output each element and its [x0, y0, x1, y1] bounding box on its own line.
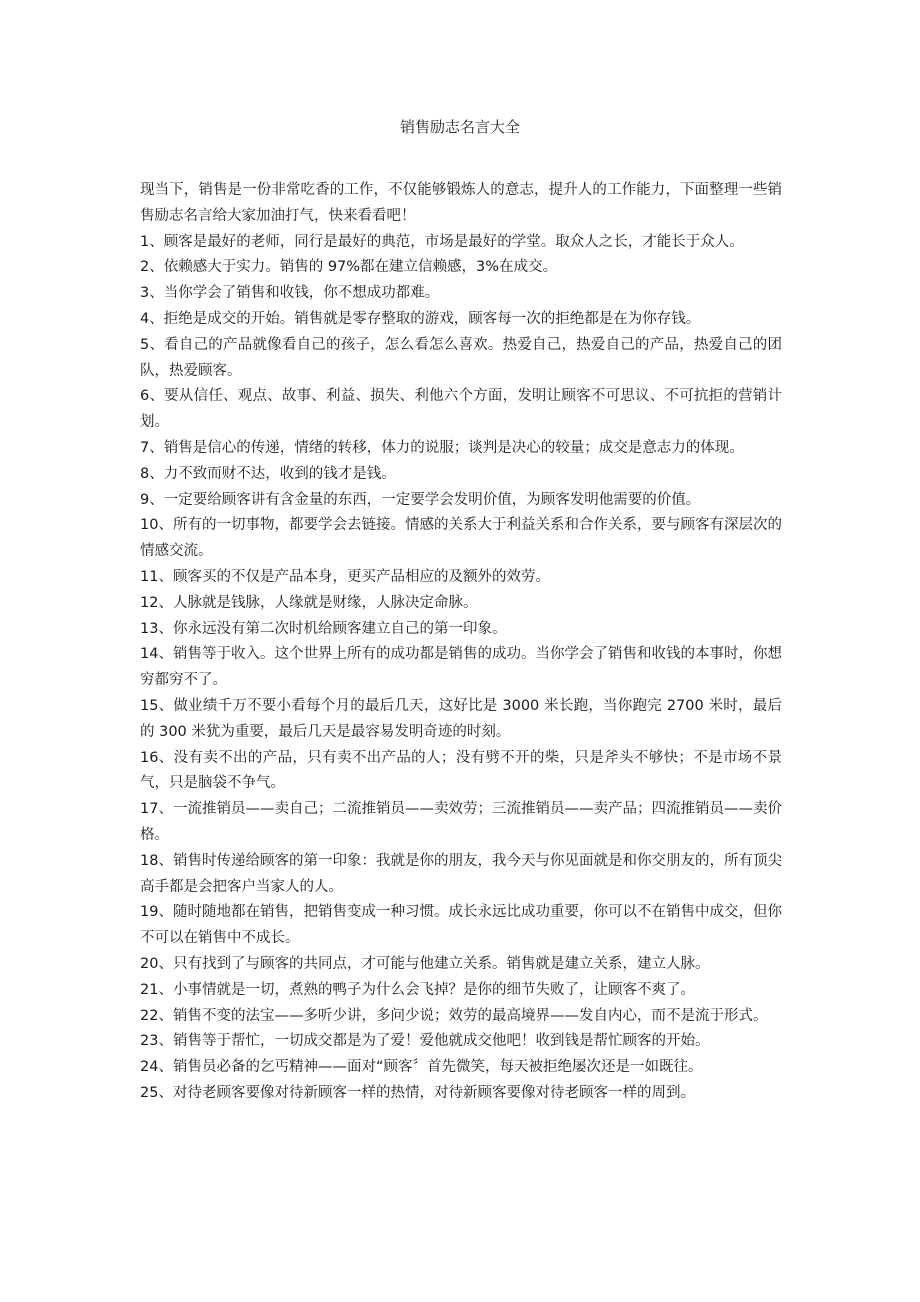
- quote-item: 19、随时随地都在销售，把销售变成一种习惯。成长永远比成功重要，你可以不在销售中成交，但你不可以在销售中不成长。: [140, 904, 782, 947]
- quote-item: 11、顾客买的不仅是产品本身，更买产品相应的及额外的效劳。: [140, 568, 550, 585]
- quote-item: 7、销售是信心的传递，情绪的转移，体力的说服；谈判是决心的较量；成交是意志力的体现。: [140, 439, 744, 456]
- quote-item: 1、顾客是最好的老师，同行是最好的典范，市场是最好的学堂。取众人之长，才能长于众人。: [140, 233, 744, 250]
- intro-paragraph: 现当下，销售是一份非常吃香的工作，不仅能够锻炼人的意志，提升人的工作能力，下面整理一些销售励志名言给大家加油打气，快来看看吧！: [140, 182, 782, 224]
- quote-item: 13、你永远没有第二次时机给顾客建立自己的第一印象。: [140, 620, 507, 637]
- quote-item: 15、做业绩千万不要小看每个月的最后几天，这好比是 3000 米长跑，当你跑完 2700 米时，最后的 300 米犹为重要，最后几天是最容易发明奇迹的时刻。: [140, 697, 782, 740]
- quote-item: 12、人脉就是钱脉，人缘就是财缘，人脉决定命脉。: [140, 594, 478, 611]
- quote-item: 8、力不致而财不达，收到的钱才是钱。: [140, 465, 396, 482]
- quote-item: 24、销售员必备的乞丐精神——面对“顾客〞首先微笑，每天被拒绝屡次还是一如既往。: [140, 1059, 703, 1076]
- quote-item: 20、只有找到了与顾客的共同点，才可能与他建立关系。销售就是建立关系，建立人脉。: [140, 955, 710, 972]
- document-body: [140, 178, 782, 1107]
- quote-item: 14、销售等于收入。这个世界上所有的成功都是销售的成功。当你学会了销售和收钱的本事时，你想穷都穷不了。: [140, 646, 782, 689]
- quote-item: 17、一流推销员——卖自己；二流推销员——卖效劳；三流推销员——卖产品；四流推销员——卖价格。: [140, 801, 782, 843]
- quote-item: 22、销售不变的法宝——多听少讲，多问少说；效劳的最高境界——发自内心，而不是流于形式。: [140, 1007, 768, 1024]
- quote-item: 23、销售等于帮忙，一切成交都是为了爱！爱他就成交他吧！收到钱是帮忙顾客的开始。: [140, 1033, 710, 1050]
- quote-item: 3、当你学会了销售和收钱，你不想成功都难。: [140, 285, 440, 302]
- quote-item: 4、拒绝是成交的开始。销售就是零存整取的游戏，顾客每一次的拒绝都是在为你存钱。: [140, 310, 701, 327]
- page-title: 销售励志名言大全: [399, 118, 520, 136]
- quote-item: 5、看自己的产品就像看自己的孩子，怎么看怎么喜欢。热爱自己，热爱自己的产品，热爱自己的团队，热爱顾客。: [140, 336, 782, 379]
- quote-item: 18、销售时传递给顾客的第一印象：我就是你的朋友，我今天与你见面就是和你交朋友的，所有顶尖高手都是会把客户当家人的人。: [140, 852, 782, 895]
- quote-item: 25、对待老顾客要像对待新顾客一样的热情，对待新顾客要像对待老顾客一样的周到。: [140, 1084, 695, 1101]
- quote-item: 6、要从信任、观点、故事、利益、损失、利他六个方面，发明让顾客不可思议、不可抗拒的营销计划。: [140, 388, 782, 431]
- quote-item: 9、一定要给顾客讲有含金量的东西，一定要学会发明价值，为顾客发明他需要的价值。: [140, 491, 701, 508]
- quote-item: 10、所有的一切事物，都要学会去链接。情感的关系大于利益关系和合作关系，要与顾客有深层次的情感交流。: [140, 517, 782, 560]
- quote-item: 16、没有卖不出的产品，只有卖不出产品的人；没有劈不开的柴，只是斧头不够快；不是市场不景气，只是脑袋不争气。: [140, 749, 782, 792]
- quote-item: 21、小事情就是一切，煮熟的鸭子为什么会飞掉？是你的细节失败了，让顾客不爽了。: [140, 981, 695, 998]
- quote-item: 2、依赖感大于实力。销售的 97%都在建立信赖感，3%在成交。: [140, 259, 558, 276]
